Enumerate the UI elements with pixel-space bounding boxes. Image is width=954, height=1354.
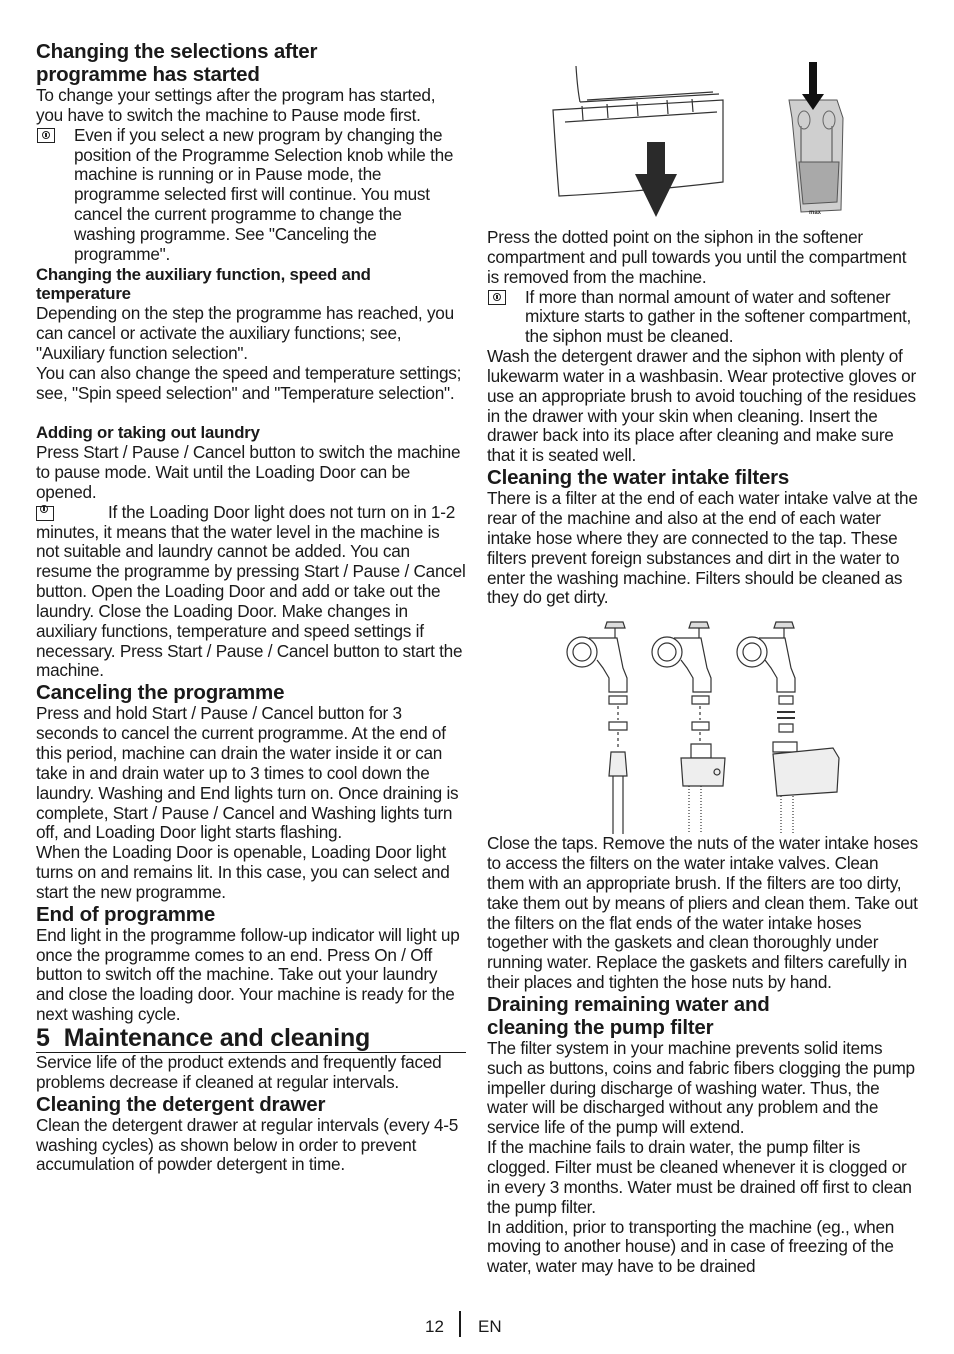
info-note: Even if you select a new program by changing the position of the Programme Selection knob while the machine is running or in Pause mode, the programme selected first will continue. You must cancel the current programme to change the washing programme. See "Canceling the programme". xyxy=(36,126,466,265)
siphon-max-label: max xyxy=(809,210,822,216)
tap-1 xyxy=(567,622,627,834)
info-icon xyxy=(488,290,506,305)
paragraph: Wash the detergent drawer and the siphon with plenty of lukewarm water in a washbasin. Wear protective gloves or use an appropriate brush to avoid touching of the residues in the drawer with your skin when cleaning. Insert the drawer back into its place after cleaning and make sure that it is seated well. xyxy=(487,346,916,466)
tap-3 xyxy=(737,622,839,834)
section-title: Maintenance and cleaning xyxy=(63,1023,371,1052)
heading-draining-pump-filter: Draining remaining water and cleaning the pump filter xyxy=(487,992,770,1039)
paragraph: Press the dotted point on the siphon in the softener compartment and pull towards you until the compartment is removed from the machine. xyxy=(487,227,907,287)
info-icon xyxy=(36,506,54,521)
info-note: If more than normal amount of water and softener mixture starts to gather in the softener compartment, the siphon must be cleaned. xyxy=(487,288,919,348)
down-arrow xyxy=(635,142,677,217)
section-number: 5 xyxy=(36,1023,50,1052)
water-intake-filters-illustration xyxy=(487,608,919,834)
heading-auxiliary: Changing the auxiliary function, speed and temperature xyxy=(36,264,371,304)
paragraph: Press Start / Pause / Cancel button to switch the machine to pause mode. Wait until the Loading Door can be opened. xyxy=(36,442,461,502)
heading-end-of-programme: End of programme xyxy=(36,902,216,926)
info-note: If the Loading Door light does not turn on in 1-2 minutes, it means that the water level in the machine is not suitable and laundry cannot be added. You can resume the programme by pressing Start / Pause / Cancel button. Open the Loading Door and add or take out the laundry. Close the Loading Door. Make changes in auxiliary functions, temperature and speed settings if necessary. Press Start / Pause / Cancel button to start the machine. xyxy=(36,501,466,681)
paragraph: In addition, prior to transporting the machine (eg., when moving to another house) and in case of freezing of the water, water may have to be drained xyxy=(487,1216,895,1277)
paragraph: Depending on the step the programme has reached, you can cancel or activate the auxiliary functions; see, "Auxiliary function selection". xyxy=(36,303,454,363)
page-number: 12 xyxy=(425,1317,444,1336)
right-column xyxy=(487,62,919,1277)
paragraph: There is a filter at the end of each water intake valve at the rear of the machine and also at the end of each water intake hose where they are connected to the tap. These filters prevent foreign substances and dirt in the water to enter the washing machine. Filters should be cleaned as they do get dirty. xyxy=(487,488,918,608)
paragraph: Clean the detergent drawer at regular intervals (every 4-5 washing cycles) as shown below in order to prevent accumulation of powder detergent in time. xyxy=(36,1114,459,1175)
footer-divider xyxy=(459,1311,461,1337)
paragraph: End light in the programme follow-up indicator will light up once the programme comes to an end. Press On / Off button to switch off the machine. Take out your laundry and close the loading door. Your machine is ready for the next washing cycle. xyxy=(36,924,460,1025)
siphon-drawing xyxy=(789,100,843,216)
paragraph: The filter system in your machine prevents solid items such as buttons, coins and fabric fibers clogging the pump impeller during discharge of washing water. Thus, the water will be discharged without any problem and the service life of the pump will extend. xyxy=(487,1037,915,1138)
paragraph: If the machine fails to drain water, the pump filter is clogged. Filter must be cleaned whenever it is clogged or in every 3 months. Water must be drained off first to clean the pump filter. xyxy=(487,1137,912,1217)
page-footer xyxy=(0,1310,954,1340)
heading-changing-selections: Changing the selections after programme has started xyxy=(36,40,318,86)
heading-detergent-drawer: Cleaning the detergent drawer xyxy=(36,1092,326,1116)
paragraph: When the Loading Door is openable, Loading Door light turns on and remains lit. In this case, you can select and start the new programme. xyxy=(36,842,450,902)
detergent-drawer-illustration xyxy=(487,62,919,226)
paragraph: You can also change the speed and temperature settings; see, "Spin speed selection" and "Temperature selection". xyxy=(36,362,462,403)
heading-water-intake-filters: Cleaning the water intake filters xyxy=(487,466,790,490)
info-icon xyxy=(37,128,55,143)
heading-canceling: Canceling the programme xyxy=(36,681,285,705)
heading-adding-laundry: Adding or taking out laundry xyxy=(36,423,260,443)
left-column xyxy=(36,40,466,1175)
paragraph: Service life of the product extends and frequently faced problems decrease if cleaned at regular intervals. xyxy=(36,1051,442,1092)
section-heading-maintenance xyxy=(36,1025,466,1053)
paragraph: Press and hold Start / Pause / Cancel button for 3 seconds to cancel the current programme. At the end of this period, machine can drain the water inside it or can take in and drain water up to 3 times to cool down the laundry. Washing and End lights turn on. Once draining is complete, Start / Pause / Cancel and Washing lights turn off, and Loading Door light starts flashing. xyxy=(36,703,459,843)
paragraph: To change your settings after the program has started, you have to switch the machine to Pause mode first. xyxy=(36,85,436,125)
tap-2 xyxy=(652,622,725,834)
language-code: EN xyxy=(478,1317,502,1336)
paragraph: Close the taps. Remove the nuts of the water intake hoses to access the filters on the water intake valves. Clean them with an appropriate brush. If the filters are too dirty, take them out by means of pliers and clean them. Take out the filters on the flat ends of the water intake hoses together with the gaskets and clean thoroughly under running water. Replace the gaskets and filters carefully in their places and tighten the hose nuts by hand. xyxy=(487,833,918,993)
